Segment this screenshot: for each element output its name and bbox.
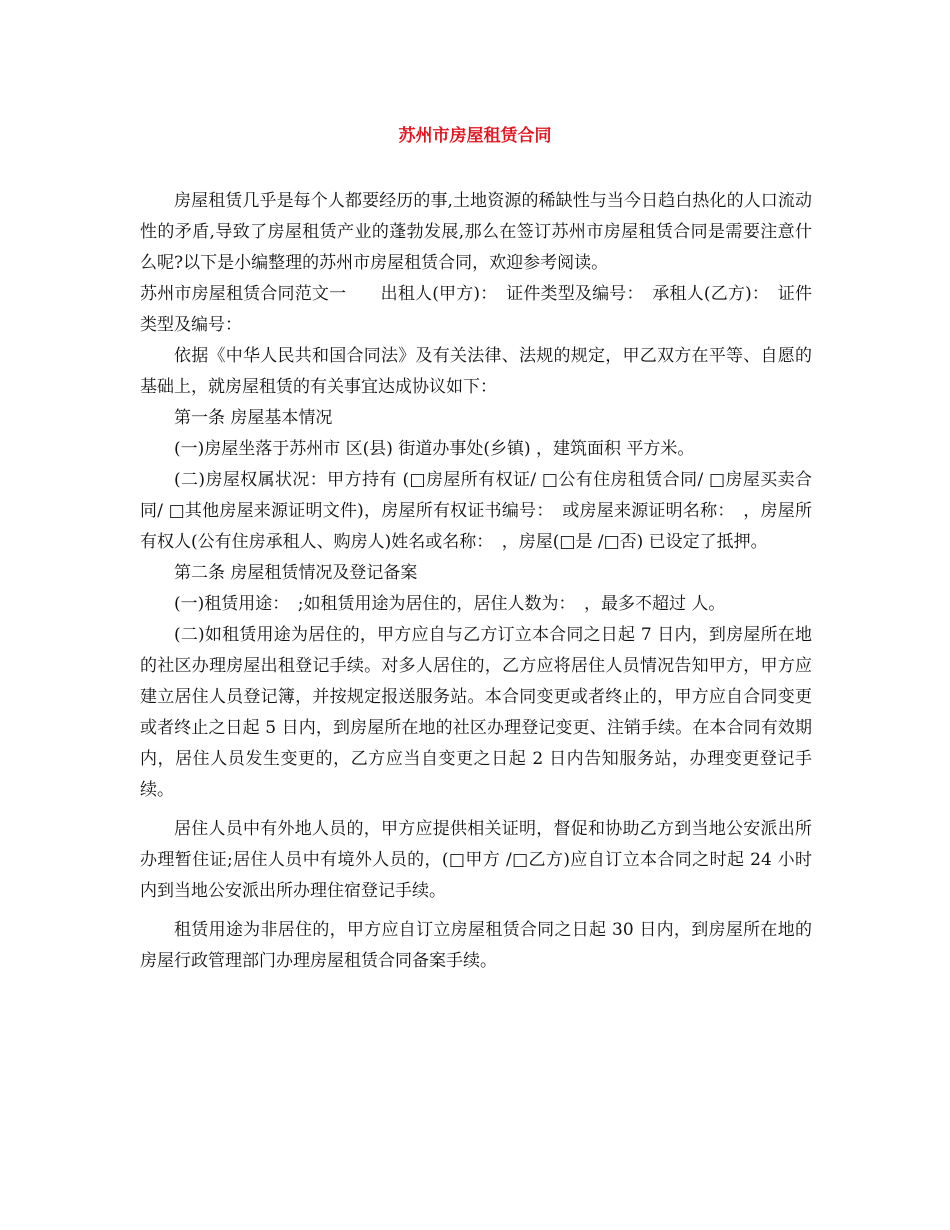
document-body: [140, 186, 812, 977]
article-one-clause-1: (一)房屋坐落于苏州市 区(县) 街道办事处(乡镇) ，建筑面积 平方米。: [174, 439, 695, 459]
article-two-heading: 第二条 房屋租赁情况及登记备案: [174, 563, 418, 583]
foreign-residents-paragraph: 居住人员中有外地人员的，甲方应提供相关证明，督促和协助乙方到当地公安派出所办理暂住证;居住人员中有境外人员的，(□甲方 /□乙方)应自订立本合同之时起 24 小时内到当地公安派出所办理住宿登记手续。: [140, 819, 812, 901]
parties-paragraph: 苏州市房屋租赁合同范文一 出租人(甲方)： 证件类型及编号： 承租人(乙方)： 证件类型及编号：: [140, 284, 812, 335]
non-residential-paragraph: 租赁用途为非居住的，甲方应自订立房屋租赁合同之日起 30 日内，到房屋所在地的房屋行政管理部门办理房屋租赁合同备案手续。: [140, 920, 812, 971]
article-two-clause-1: (一)租赁用途： ;如租赁用途为居住的，居住人数为： ，最多不超过 人。: [174, 594, 726, 614]
document-title: 苏州市房屋租赁合同: [398, 126, 552, 146]
basis-paragraph: 依据《中华人民共和国合同法》及有关法律、法规的规定，甲乙双方在平等、自愿的基础上，就房屋租赁的有关事宜达成协议如下：: [140, 346, 812, 397]
article-two-clause-2: (二)如租赁用途为居住的，甲方应自与乙方订立本合同之日起 7 日内，到房屋所在地的社区办理房屋出租登记手续。对多人居住的，乙方应将居住人员情况告知甲方，甲方应建立居住人员登记簿，并按规定报送服务站。本合同变更或者终止的，甲方应自合同变更或者终止之日起 5 日内，到房屋所在地的社区办理登记变更、注销手续。在本合同有效期内，居住人员发生变更的，乙方应当自变更之日起 2 日内告知服务站，办理变更登记手续。: [140, 625, 812, 800]
intro-paragraph: 房屋租赁几乎是每个人都要经历的事,土地资源的稀缺性与当今日趋白热化的人口流动性的矛盾,导致了房屋租赁产业的蓬勃发展,那么在签订苏州市房屋租赁合同是需要注意什么呢?以下是小编整理的苏州市房屋租赁合同，欢迎参考阅读。: [140, 191, 812, 273]
article-one-clause-2: (二)房屋权属状况：甲方持有 (□房屋所有权证/ □公有住房租赁合同/ □房屋买卖合同/ □其他房屋来源证明文件)，房屋所有权证书编号： 或房屋来源证明名称： ，房屋所有权人(公有住房承租人、购房人)姓名或名称： ，房屋(□是 /□否) 已设定了抵押。: [140, 470, 812, 552]
article-one-heading: 第一条 房屋基本情况: [174, 408, 333, 428]
